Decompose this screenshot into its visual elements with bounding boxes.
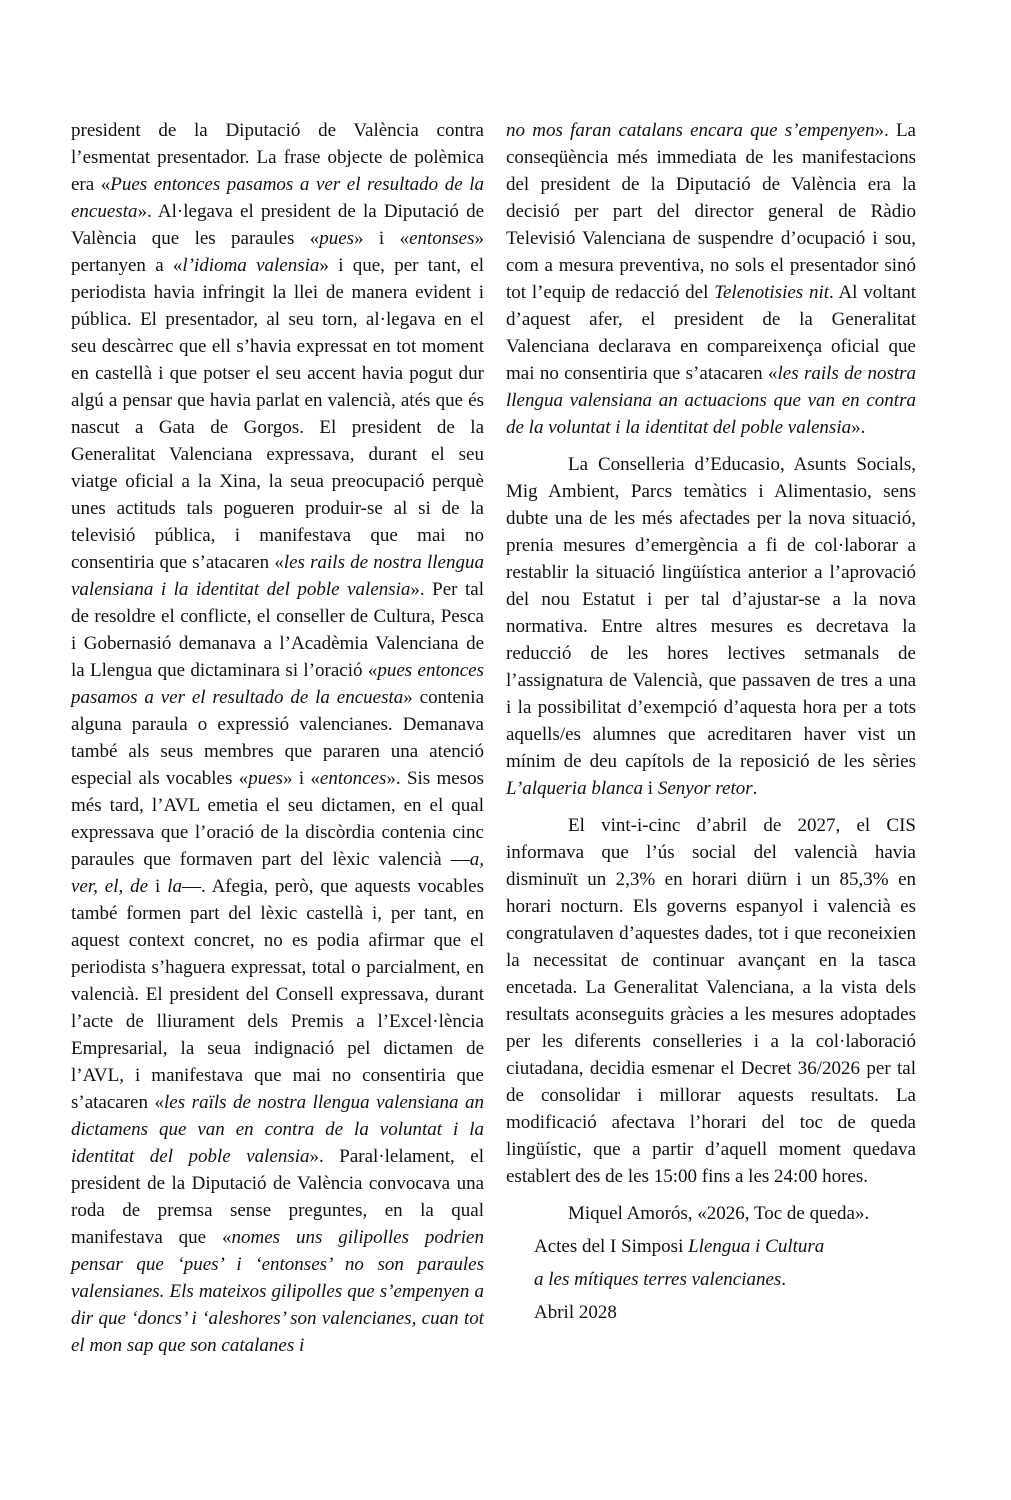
italic-run: Telenotisies nit [714,282,829,303]
text-run: » pertanyen a « [71,228,484,276]
text-run: » i que, per tant, el periodista havia infringit la llei de manera evident i pública. El presentador, al seu torn, al·legava en el seu descàrrec que ell s’havia expressat en tot moment en castellà i que potser el seu accent havia pogut dur algú a pensar que havia parlat en valencià, atés que és nascut a Gata de Gorgos. El president de la Generalitat Valenciana expressava, durant el seu viatge oficial a la Xina, la seua preocupació perquè unes actituds tals pogueren produir-se al si de la televisió pública, i manifestava que mai no consentiria que s’atacaren « [71,255,484,573]
italic-run: entonces [319,768,387,789]
text-run: » i « [354,228,410,249]
italic-run: nomes uns gilipolles podrien pensar que ‘pues’ i ‘entonses’ no son paraules valensianes. Els mateixos gilipolles que s’empenyen a dir que ‘doncs’ i ‘aleshores’ son valencianes, cuan tot el mon sap que son catalanes i [71,1227,484,1356]
text-run: . [752,778,758,799]
text-run: ». Al·legava el president de la Diputació de València que les paraules « [71,201,484,249]
text-run: » i « [283,768,320,789]
italic-run: pues [248,768,284,789]
italic-run: pues [319,228,355,249]
text-run: La Conselleria d’Educasio, Asunts Socials, Mig Ambient, Parcs temàtics i Alimentasio, sens dubte una de les més afectades per la nova situació, prenia mesures d’emergència a fi de col·laborar a restablir la situació lingüística anterior a l’aprovació del nou Estatut i per tal d’ajustar-se a la nova normativa. Entre altres mesures es decretava la reducció de les hores lectives setmanals de l’assignatura de Valencià, que passaven de tres a una i la possibilitat d’exempció d’aquesta hora per a tots aquells/es alumnes que acreditaren haver vist un mínim de deu capítols de la reposició de les sèries [506,454,916,772]
text-run: » contenia alguna paraula o expressió valencianes. Demanava també als seus membres que pararen una atenció especial als vocables « [71,687,484,789]
italic-run: L’alqueria blanca [506,778,644,799]
left-column [71,117,484,1359]
italic-run: l’idioma valensia [182,255,320,276]
text-run: Actes del I Simposi [534,1236,689,1257]
italic-run: entonses [409,228,475,249]
italic-run: a, ver, el, de [71,849,484,897]
signature-author: Miquel Amorós, «2026, Toc de queda». [568,1203,870,1224]
italic-run: no mos faran catalans encara que s’empenyen [506,120,875,141]
text-run: ». Sis mesos més tard, l’AVL emetia el seu dictamen, en el qual expressava que l’oració de la discòrdia contenia cinc paraules que formaven part del lèxic valencià — [71,768,484,870]
right-column [506,117,916,1326]
text-run: . [781,1269,787,1290]
signature-date: Abril 2028 [534,1302,617,1323]
signature-proceedings [506,1233,916,1260]
text-run: i [643,778,658,799]
body-paragraph [506,117,916,441]
text-run: ». Per tal de resoldre el conflicte, el conseller de Cultura, Pesca i Gobernasió demanava a l’Acadèmia Valenciana de la Llengua que dictaminara si l’oració « [71,579,484,681]
italic-run: les raïls de nostra llengua valensiana an dictamens que van en contra de la voluntat i la identitat del poble valensia [71,1092,484,1167]
italic-run: la [167,876,182,897]
italic-run: a les mítiques terres valencianes [534,1269,782,1290]
text-run: ». Paral·lelament, el president de la Diputació de València convocava una roda de premsa sense preguntes, en la qual manifestava que « [71,1146,484,1248]
signature-proceedings-subtitle [506,1266,916,1293]
italic-run: Senyor retor [657,778,753,799]
text-run: El vint-i-cinc d’abril de 2027, el CIS informava que l’ús social del valencià havia disminuït un 2,3% en horari diürn i un 85,3% en horari nocturn. Els governs espanyol i valencià es congratulaven d’aquestes dades, tot i que reconeixien la necessitat de continuar avançant en la tasca encetada. La Generalitat Valenciana, a la vista dels resultats aconseguits gràcies a les mesures adoptades per les diferents conselleries i a la col·laboració ciutadana, decidia esmenar el Decret 36/2026 per tal de consolidar i millorar aquests resultats. La modificació afectava l’horari del toc de queda lingüístic, que a partir d’aquell moment quedava establert des de les 15:00 fins a les 24:00 hores. [506,815,916,1187]
italic-run: Pues entonces pasamos a ver el resultado de la encuesta [71,174,484,222]
text-run: . Al voltant d’aquest afer, el president de la Generalitat Valenciana declarava en compareixença oficial que mai no consentiria que s’atacaren « [506,282,916,384]
text-run: ». La conseqüència més immediata de les manifestacions del president de la Diputació de València era la decisió per part del director general de Ràdio Televisió Valenciana de suspendre d’ocupació i sou, com a mesura preventiva, no sols el presentador sinó tot l’equip de redacció del [506,120,916,303]
italic-run: pues entonces pasamos a ver el resultado de la encuesta [71,660,484,708]
italic-run: les rails de nostra llengua valensiana an actuacions que van en contra de la voluntat i la identitat del poble valensia [506,363,917,438]
italic-run: Llengua i Cultura [688,1236,825,1257]
body-paragraph [506,812,916,1190]
text-run: ». [851,417,866,438]
text-run: i [148,876,168,897]
body-paragraph [71,117,484,1359]
italic-run: les rails de nostra llengua valensiana i la identitat del poble valensia [71,552,484,600]
body-paragraph [506,451,916,802]
text-run: president de la Diputació de València contra l’esmentat presentador. La frase objecte de polèmica era « [71,120,484,195]
text-run: —. Afegia, però, que aquests vocables també formen part del lèxic castellà i, per tant, en aquest context concret, no es podia afirmar que el periodista s’haguera expressat, total o parcialment, en valencià. El president del Consell expressava, durant l’acte de lliurament dels Premis a l’Excel·lència Empresarial, la seua indignació pel dictamen de l’AVL, i manifestava que mai no consentiria que s’atacaren « [71,876,484,1113]
